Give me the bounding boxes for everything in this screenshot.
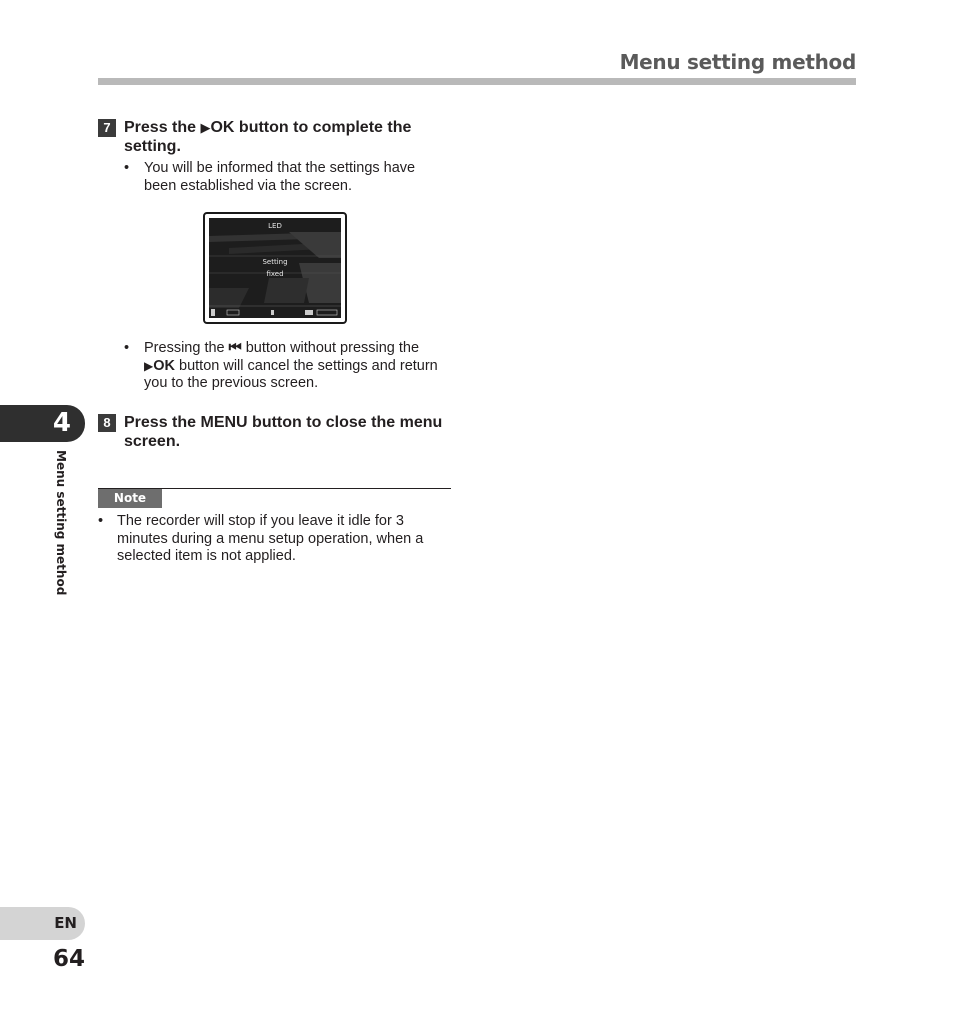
note-body — [98, 513, 452, 566]
language-tab — [0, 907, 85, 940]
heading-text: button to complete the setting. — [124, 119, 412, 155]
screen-line-1: Setting — [262, 258, 288, 266]
play-icon: ▶ — [200, 120, 211, 135]
step-7-heading — [124, 118, 450, 156]
bullet-text: Pressing the — [144, 340, 229, 356]
bullet-dot: • — [124, 160, 130, 176]
step-8-heading — [124, 413, 450, 451]
heading-text: button to close the menu screen. — [124, 414, 443, 450]
header-rule — [98, 78, 856, 85]
page-header-title: Menu setting method — [619, 50, 856, 74]
step-7-bullet-2 — [98, 340, 450, 393]
menu-label: MENU — [200, 414, 248, 431]
note-text: The recorder will stop if you leave it idle for 3 minutes during a menu setup operation, when a selected item is not applied. — [117, 513, 424, 564]
bullet-text: button without pressing the — [241, 340, 420, 356]
device-screen — [209, 218, 341, 318]
screen-line-2: fixed — [266, 270, 284, 278]
skip-back-icon: ⏮ — [228, 340, 242, 356]
step-8 — [98, 413, 450, 451]
bullet-dot: • — [124, 340, 130, 356]
screen-background — [209, 218, 341, 318]
language-code: EN — [54, 914, 77, 932]
screen-title: LED — [268, 222, 282, 230]
bullet-text: button will cancel the settings and return you to the previous screen. — [144, 357, 438, 391]
chapter-label: Menu setting method — [54, 450, 68, 596]
step-number-badge: 8 — [98, 414, 116, 432]
heading-text: Press the — [124, 119, 201, 136]
note-label: Note — [98, 489, 162, 508]
ok-label: OK — [210, 119, 235, 136]
heading-text: Press the — [124, 414, 201, 431]
device-screen-frame — [203, 212, 347, 324]
ok-label: OK — [153, 357, 175, 374]
chapter-tab — [0, 405, 85, 442]
step-7-continued — [98, 340, 450, 393]
bullet-text: You will be informed that the settings have been established via the screen. — [144, 160, 416, 194]
chapter-number: 4 — [52, 408, 71, 438]
step-7-bullet-1 — [98, 160, 450, 195]
step-7 — [98, 118, 450, 195]
bullet-dot: • — [98, 513, 104, 529]
play-icon: ▶ — [144, 358, 154, 373]
step-number-badge: 7 — [98, 119, 116, 137]
page-number: 64 — [53, 946, 86, 972]
